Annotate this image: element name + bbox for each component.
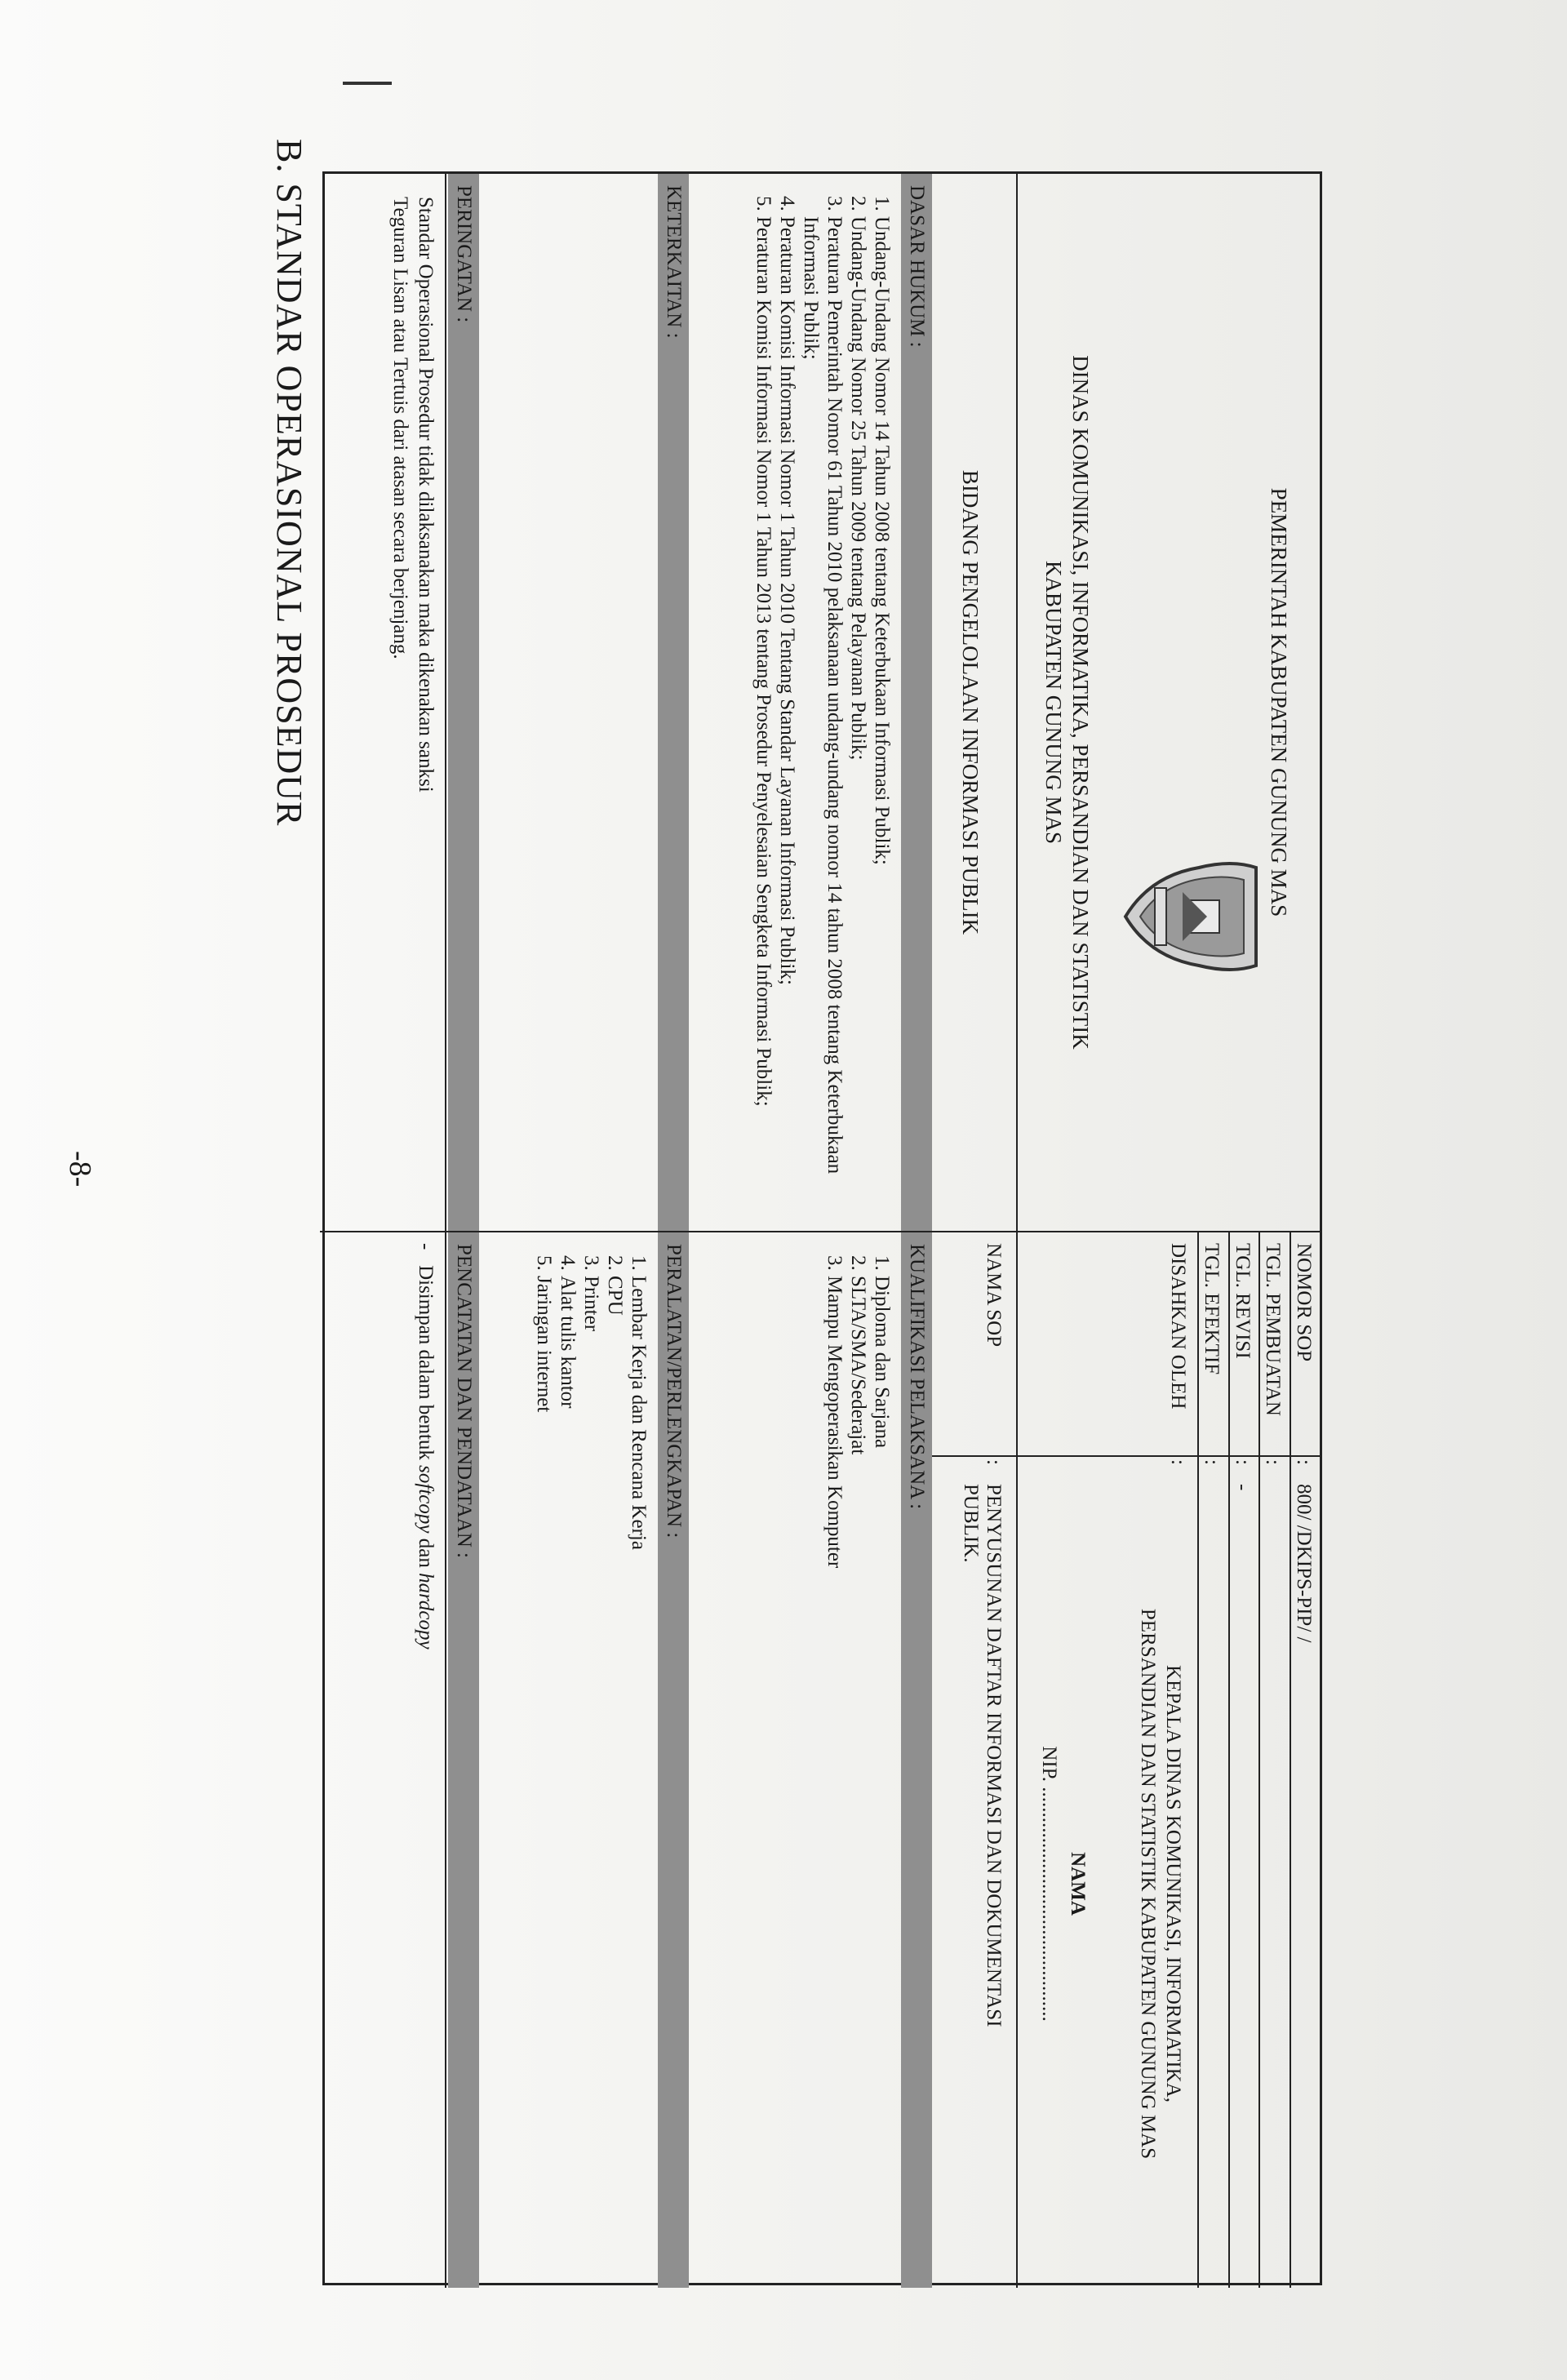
- list-item: 1. Undang-Undang Nomor 14 Tahun 2008 tentang Keterbukaan Informasi Publik;: [870, 216, 894, 1220]
- nomor-sop-label: NOMOR SOP: [1293, 1243, 1315, 1362]
- list-item: 3. Mampu Mengoperasikan Komputer: [823, 1276, 846, 2271]
- list-item: 2. Undang-Undang Nomor 25 Tahun 2009 tentang Pelayanan Publik;: [846, 216, 870, 1220]
- page-number: -8-: [63, 1151, 97, 1188]
- tgl-pembuatan-label: TGL. PEMBUATAN: [1262, 1243, 1284, 1416]
- row-line: [1228, 1231, 1230, 2288]
- division-name: BIDANG PENGELOLAAN INFORMASI PUBLIK: [958, 469, 983, 935]
- kualifikasi-list: [823, 1243, 894, 2271]
- colon: :: [1167, 1459, 1189, 1465]
- sop-table: [322, 171, 1322, 2285]
- colon: :: [1201, 1459, 1223, 1465]
- peringatan-header: PERINGATAN :: [448, 174, 479, 1231]
- pencatatan-prefix: Disimpan dalam bentuk: [415, 1265, 437, 1466]
- tgl-revisi-label: TGL. REVISI: [1232, 1243, 1254, 1359]
- dasar-hukum-header: DASAR HUKUM :: [901, 174, 932, 1231]
- nomor-sop-value: 800/ /DKIPS-PIP/ /: [1293, 1484, 1315, 1643]
- peringatan-line1: Standar Operasional Prosedur tidak dilaksanakan maka dikenakan sanksi: [415, 197, 437, 793]
- pencatatan-dash: -: [415, 1243, 437, 1250]
- peringatan-text: [388, 197, 438, 1217]
- org-title: PEMERINTAH KABUPATEN GUNUNG MAS: [1267, 487, 1291, 917]
- disahkan-nip: NIP. ..............................................: [1038, 1746, 1060, 2022]
- list-item: 4. Peraturan Komisi Informasi Nomor 1 Tahun 2010 Tentang Standar Layanan Informasi Publik;: [775, 216, 799, 1220]
- row-line: [1258, 1231, 1260, 2288]
- divider-meta-colon: [932, 1455, 1320, 1457]
- peralatan-header: PERALATAN/PERLENGKAPAN :: [658, 1232, 689, 2288]
- pencatatan-dan: dan: [415, 1533, 437, 1574]
- list-item: 5. Peraturan Komisi Informasi Nomor 1 Tahun 2013 tentang Prosedur Penyelesaian Sengketa Informasi Publik;: [752, 216, 775, 1220]
- pencatatan-header: PENCATATAN DAN PENDATAAN :: [448, 1232, 479, 2288]
- colon: :: [983, 1459, 1005, 1465]
- disahkan-label: DISAHKAN OLEH: [1167, 1243, 1189, 1410]
- tgl-efektif-label: TGL. EFEKTIF: [1201, 1243, 1223, 1375]
- list-item: 3. Peraturan Pemerintah Nomor 61 Tahun 2010 pelaksanaan undang-undang nomor 14 tahun 2008 tentang Keterbukaan Informasi Publik;: [799, 216, 846, 1220]
- list-item: 1. Lembar Kerja dan Rencana Kerja: [627, 1276, 650, 2271]
- softcopy-term: softcopy: [415, 1465, 437, 1534]
- list-item: 1. Diploma dan Sarjana: [870, 1276, 894, 2271]
- kualifikasi-header: KUALIFIKASI PELAKSANA :: [901, 1232, 932, 2288]
- list-item: 5. Jaringan internet: [532, 1276, 556, 2271]
- list-item: 2. SLTA/SMA/Sederajat: [846, 1276, 870, 2271]
- hardcopy-term: hardcopy: [415, 1573, 437, 1650]
- dept-title: DINAS KOMUNIKASI, INFORMATIKA, PERSANDIAN DAN STATISTIK: [1068, 355, 1093, 1050]
- disahkan-line2: PERSANDIAN DAN STATISTIK KABUPATEN GUNUNG MAS: [1137, 1608, 1159, 2160]
- binding-mark: [343, 82, 392, 85]
- nama-sop-line2: PUBLIK.: [960, 1484, 982, 1563]
- list-item: 2. CPU: [603, 1276, 627, 2271]
- row-line: [1197, 1231, 1199, 2288]
- pencatatan-text: [413, 1243, 438, 2271]
- nama-sop-line1: PENYUSUNAN DAFTAR INFORMASI DAN DOKUMENTASI: [983, 1484, 1005, 2027]
- row-line: [445, 174, 446, 2288]
- disahkan-line1: KEPALA DINAS KOMUNIKASI, INFORMATIKA,: [1162, 1665, 1184, 2102]
- dept-subtitle: KABUPATEN GUNUNG MAS: [1041, 560, 1066, 845]
- gunung-mas-emblem-icon: [1117, 851, 1264, 982]
- peralatan-list: [532, 1243, 650, 2271]
- list-item: 3. Printer: [579, 1276, 603, 2271]
- row-line: [1290, 1231, 1291, 2288]
- colon: :: [1262, 1459, 1284, 1465]
- disahkan-nama: NAMA: [1067, 1852, 1089, 1916]
- org-header: [932, 174, 1320, 1231]
- tgl-revisi-value: -: [1232, 1484, 1254, 1491]
- dasar-hukum-list: [752, 184, 894, 1220]
- colon: :: [1293, 1459, 1315, 1465]
- peringatan-line2: Teguran Lisan atau Tertuis dari atasan secara berjenjang.: [389, 197, 411, 659]
- page-heading: B. STANDAR OPERASIONAL PROSEDUR: [269, 139, 309, 827]
- keterkaitan-header: KETERKAITAN :: [658, 174, 689, 1231]
- divider-middle: [320, 1231, 932, 1232]
- list-item: 4. Alat tulis kantor: [556, 1276, 579, 2271]
- nama-sop-label: NAMA SOP: [983, 1243, 1005, 1348]
- colon: :: [1232, 1459, 1254, 1465]
- divider-header: [932, 1231, 1320, 1232]
